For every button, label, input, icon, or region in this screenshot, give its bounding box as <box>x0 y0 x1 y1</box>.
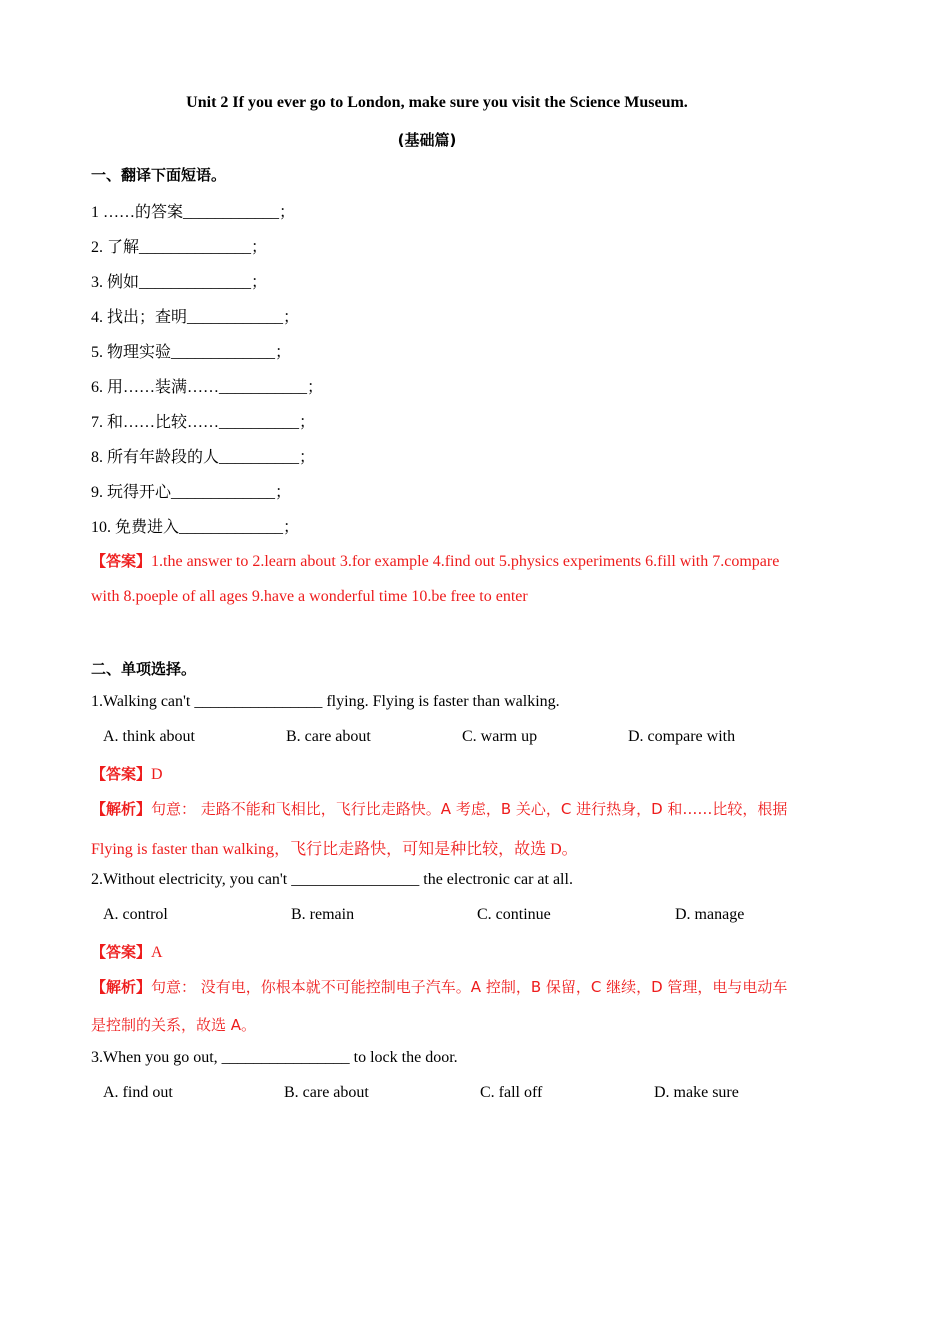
answer-tag: 【答案】 <box>91 943 152 961</box>
question-2-stem: 2.Without electricity, you can't ________________ the electronic car at all. <box>91 871 573 888</box>
question-3-option-c: C. fall off <box>480 1084 543 1101</box>
answer-text: 1.the answer to 2.learn about 3.for example 4.find out 5.physics experiments 6.fill with 7.compare <box>151 553 780 570</box>
analysis-tag: 【解析】 <box>91 800 152 818</box>
question-1-analysis-line-2: Flying is faster than walking，飞行比走路快，可知是种比较，故选 D。 <box>91 841 578 858</box>
phrase-item-10: 10. 免费进入_____________； <box>91 519 300 536</box>
phrase-item-8: 8. 所有年龄段的人__________； <box>91 449 316 466</box>
analysis-text: 句意： 走路不能和飞相比，飞行比走路快。A 考虑，B 关心，C 进行热身，D 和……比较，根据 <box>151 800 788 818</box>
question-3-option-b: B. care about <box>284 1084 369 1101</box>
analysis-text: 句意： 没有电，你根本就不可能控制电子汽车。A 控制，B 保留，C 继续，D 管理，电与电动车 <box>151 978 788 996</box>
question-1-option-d: D. compare with <box>628 728 736 745</box>
section1-heading: 一、翻译下面短语。 <box>91 166 227 184</box>
question-1-option-b: B. care about <box>286 728 371 745</box>
question-3-stem: 3.When you go out, ________________ to lock the door. <box>91 1049 458 1066</box>
question-1-answer <box>91 763 163 784</box>
answer-value: A <box>151 944 163 961</box>
question-1-stem: 1.Walking can't ________________ flying. Flying is faster than walking. <box>91 693 560 710</box>
answer-tag: 【答案】 <box>91 765 152 783</box>
section2-heading: 二、单项选择。 <box>91 660 197 678</box>
question-2-option-b: B. remain <box>291 906 355 923</box>
question-2-option-d: D. manage <box>675 906 745 923</box>
phrase-item-6: 6. 用……装满……___________； <box>91 379 324 396</box>
phrase-item-4: 4. 找出；查明____________； <box>91 309 300 326</box>
question-1-option-c: C. warm up <box>462 728 538 745</box>
phrase-item-2: 2. 了解______________； <box>91 239 268 256</box>
question-2-analysis-line-2: 是控制的关系，故选 A。 <box>91 1016 257 1034</box>
question-3-option-a: A. find out <box>103 1084 173 1101</box>
question-3-option-d: D. make sure <box>654 1084 739 1101</box>
phrase-item-3: 3. 例如______________； <box>91 274 268 291</box>
answer-tag: 【答案】 <box>91 552 152 570</box>
phrase-item-1: 1 ……的答案____________； <box>91 204 296 221</box>
question-2-analysis-line-1 <box>91 976 787 997</box>
section1-answer-line-2: with 8.poeple of all ages 9.have a wonderful time 10.be free to enter <box>91 588 528 605</box>
document-subtitle: (基础篇) <box>397 131 457 149</box>
question-2-option-c: C. continue <box>477 906 551 923</box>
question-2-answer <box>91 941 163 962</box>
phrase-item-7: 7. 和……比较……__________； <box>91 414 316 431</box>
analysis-tag: 【解析】 <box>91 978 152 996</box>
question-2-option-a: A. control <box>103 906 168 923</box>
phrase-item-5: 5. 物理实验_____________； <box>91 344 292 361</box>
phrase-item-9: 9. 玩得开心_____________； <box>91 484 292 501</box>
document-title: Unit 2 If you ever go to London, make sure you visit the Science Museum. <box>186 94 688 111</box>
answer-value: D <box>151 766 163 783</box>
section1-answer-line-1 <box>91 550 779 571</box>
question-1-option-a: A. think about <box>103 728 195 745</box>
question-1-analysis-line-1 <box>91 798 787 819</box>
